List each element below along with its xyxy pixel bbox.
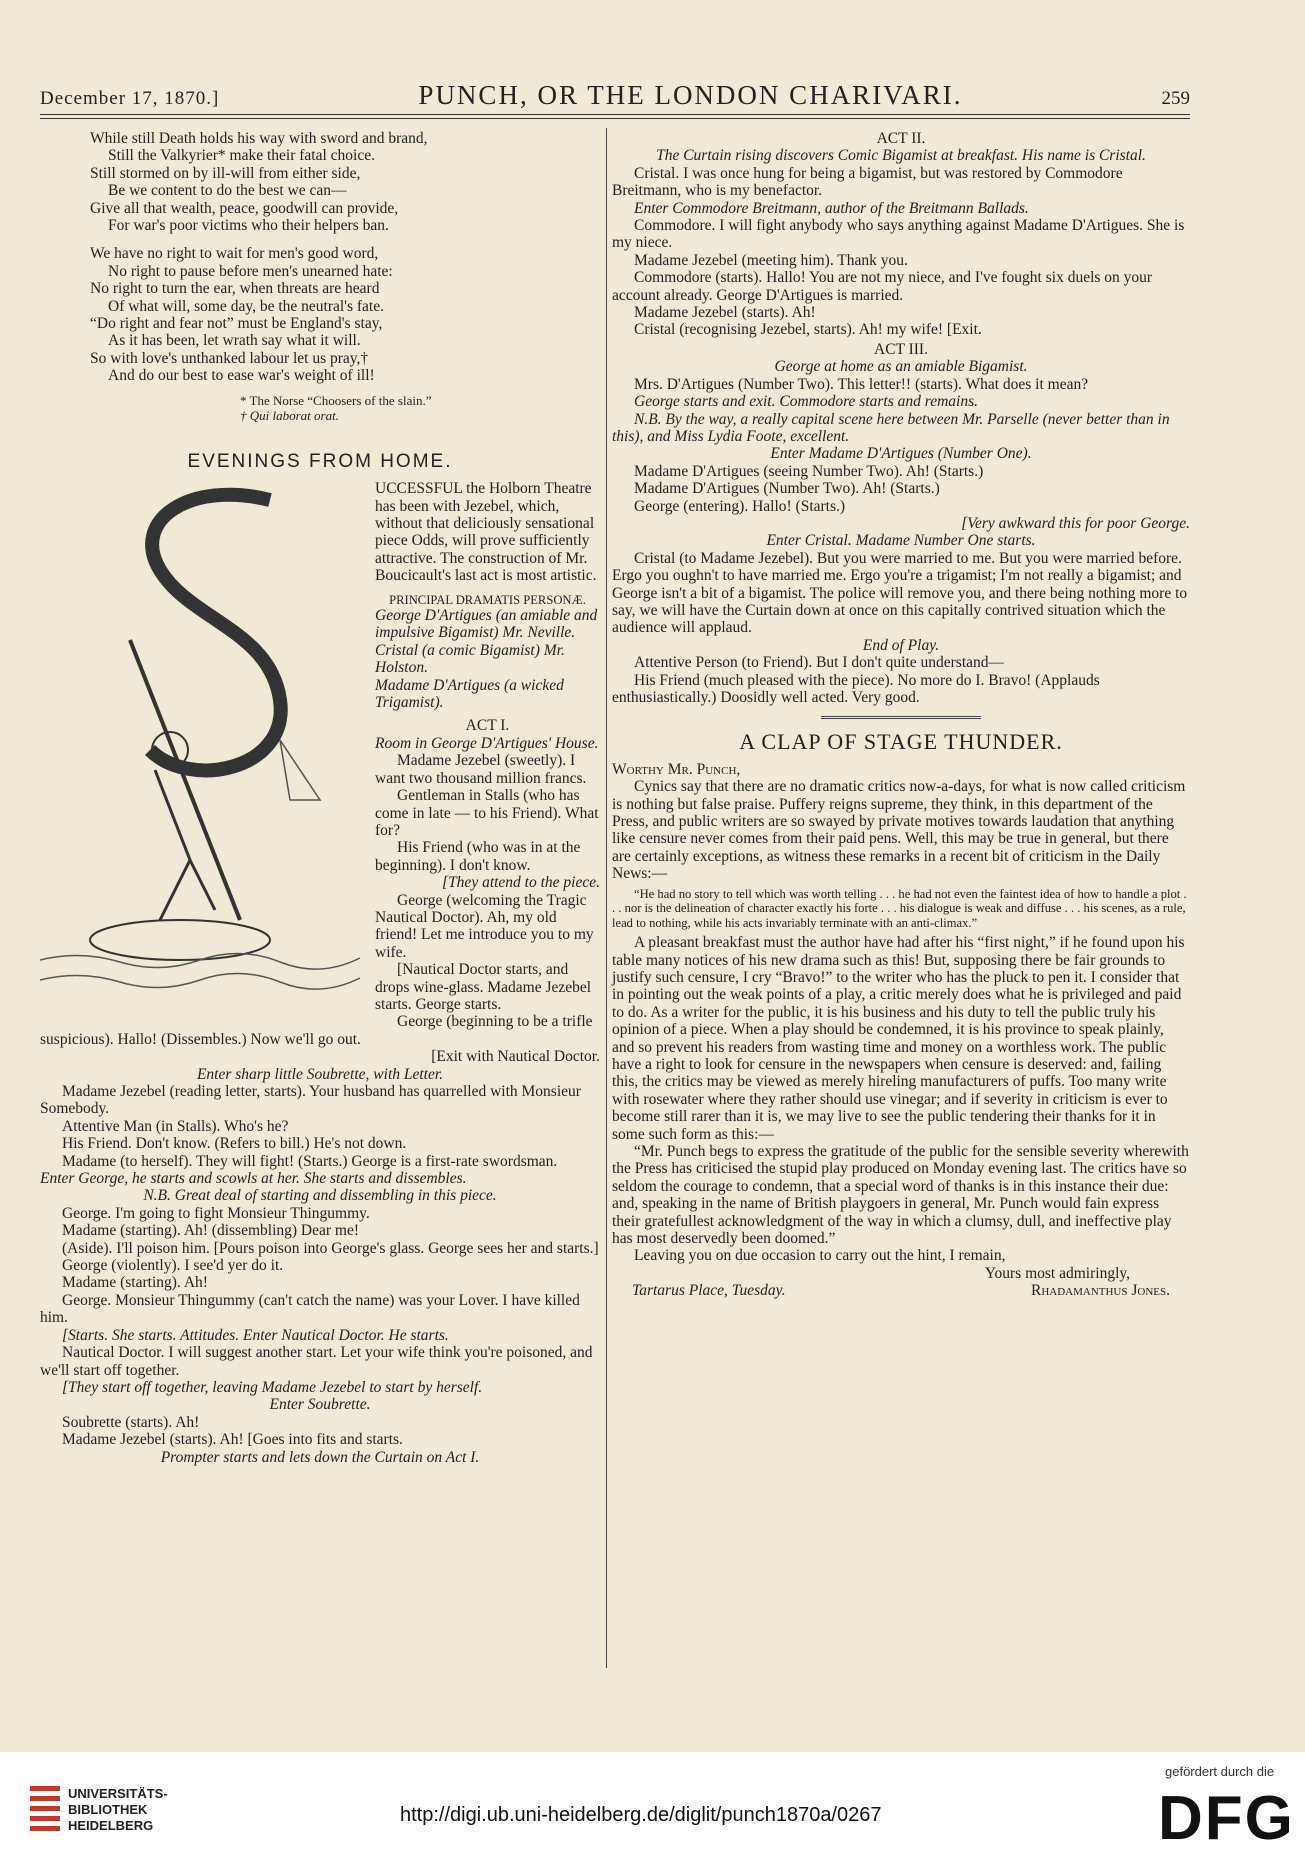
- stage-line: Madame (starting). Ah!: [62, 1274, 208, 1292]
- institution-line: HEIDELBERG: [68, 1818, 154, 1833]
- poem-line: Still stormed on by ill-will from either side,: [90, 164, 361, 182]
- stage-line: Enter George, he starts and scowls at her. She starts and dissembles.: [40, 1170, 467, 1188]
- stage-line: Madame (starting). Ah! (dissembling) Dear me!: [62, 1222, 359, 1240]
- section-divider: [821, 716, 981, 719]
- poem-line: No right to turn the ear, when threats are heard: [90, 280, 380, 298]
- stage-line: George (violently). I see'd yer do it.: [62, 1257, 284, 1275]
- stage-line: N.B. Great deal of starting and dissembling in this piece.: [143, 1187, 497, 1205]
- stage-line: George starts and exit. Commodore starts and remains.: [634, 393, 979, 411]
- poem-line: So with love's unthanked labour let us pray,†: [90, 349, 369, 367]
- article-paragraph: Leaving you on due occasion to carry out the hint, I remain,: [634, 1247, 1006, 1265]
- stage-line: Enter sharp little Soubrette, with Letter.: [196, 1065, 444, 1083]
- waves: [40, 954, 360, 970]
- stage-line: End of Play.: [862, 636, 940, 654]
- article-paragraph: “Mr. Punch begs to express the gratitude of the public for the sensible severity wherewith the Press has criticised the stupid play produced on Monday evening last. The critics have so seldom the courage to condemn, that a special word of thanks is in this instance their due: and, speaking in the name of British playgoers in general, Mr. Punch would fain express their gratefullest acknowledgment of the way in which a clumsy, dull, and ineffective play has most deservedly been doomed.”: [612, 1143, 1189, 1248]
- poem-line: For war's poor victims who their helpers ban.: [108, 217, 389, 235]
- stage-line: [Starts. She starts. Attitudes. Enter Nautical Doctor. He starts.: [62, 1326, 449, 1344]
- stage-line: Madame D'Artigues (seeing Number Two). Ah! (Starts.): [634, 462, 984, 480]
- poem-line: As it has been, let wrath say what it will.: [108, 332, 361, 350]
- institution-name: [68, 1786, 168, 1834]
- stage-line: His Friend (who was in at the beginning). I don't know.: [375, 839, 581, 874]
- stage-line: The Curtain rising discovers Comic Bigamist at breakfast. His name is Cristal.: [656, 147, 1146, 165]
- stage-line: Enter Cristal. Madame Number One starts.: [766, 532, 1036, 550]
- act-title: ACT III.: [874, 340, 928, 358]
- stage-line: Madame (to herself). They will fight! (Starts.) George is a first-rate swordsman.: [62, 1152, 558, 1170]
- stage-line: Madame Jezebel (meeting him). Thank you.: [634, 251, 908, 269]
- stage-line: Soubrette (starts). Ah!: [62, 1413, 200, 1431]
- distant-ship: [280, 740, 320, 800]
- header-rule-2: [40, 118, 1190, 119]
- article-quote: “He had no story to tell which was worth telling . . . he had not even the faintest idea of how to handle a plot . . . nor is the delineation of character exactly his forte . . . his dialogue is weak and diffuse . . . his scenes, as a rule, lead to nothing, while his acts invariably terminate with an anti-climax.”: [612, 886, 1187, 930]
- poem-line: And do our best to ease war's weight of ill!: [108, 367, 375, 385]
- act-title: ACT I.: [465, 717, 510, 735]
- stage-line: Madame D'Artigues (Number Two). Ah! (Starts.): [634, 480, 940, 498]
- stage-line: Commodore (starts). Hallo! You are not my niece, and I've fought six duels on your account already. George D'Artigues is married.: [612, 269, 1153, 304]
- stage-line: [They attend to the piece.: [442, 874, 600, 892]
- institution-line: UNIVERSITÄTS-: [68, 1786, 168, 1801]
- funded-by-label: gefördert durch die: [1165, 1764, 1275, 1779]
- signature: Rhadamanthus Jones.: [1030, 1282, 1170, 1300]
- harpoon-pole: [130, 640, 240, 920]
- stage-line: George at home as an amiable Bigamist.: [774, 358, 1028, 376]
- salutation: Worthy Mr. Punch,: [612, 760, 741, 778]
- stage-line: His Friend (much pleased with the piece). No more do I. Bravo! (Applauds enthusiastically.) Doosidly well acted. Very good.: [612, 671, 1100, 706]
- stage-line: His Friend. Don't know. (Refers to bill.) He's not down.: [62, 1135, 407, 1153]
- stage-line: [They start off together, leaving Madame Jezebel to start by herself.: [62, 1378, 483, 1396]
- stage-line: George (welcoming the Tragic Nautical Doctor). Ah, my old friend! Let me introduce you to my wife.: [375, 891, 594, 961]
- stage-line: Nautical Doctor. I will suggest another start. Let your wife think you're poisoned, and we'll start off together.: [40, 1344, 593, 1379]
- closing: Yours most admiringly,: [984, 1264, 1130, 1282]
- stage-line: George. Monsieur Thingummy (can't catch the name) was your Lover. I have killed him.: [40, 1291, 580, 1327]
- poem-line: “Do right and fear not” must be England's stay,: [90, 315, 383, 333]
- persona: George D'Artigues (an amiable and impulsive Bigamist) Mr. Neville.: [375, 607, 598, 642]
- stage-line: Mrs. D'Artigues (Number Two). This letter!! (starts). What does it mean?: [634, 375, 1089, 393]
- digitization-footer: [0, 1752, 1305, 1873]
- stage-line: [Very awkward this for poor George.: [961, 514, 1190, 532]
- act-title: ACT II.: [876, 130, 926, 147]
- stage-line: George (beginning to be a trifle suspicious). Hallo! (Dissembles.) Now we'll go out.: [40, 1013, 593, 1048]
- stage-line: Cristal (to Madame Jezebel). But you were married to me. But you were married before. Ergo you oughn't to have married me. Ergo you're a trigamist; I'm not really a bigamist; and George isn't a bit of a bigamist. The police will remove you, and there being nothing more to say, we will have the Curtain down at once on this capitally contrived situation which the audience will applaud.: [612, 549, 1188, 637]
- stage-line: [Nautical Doctor starts, and drops wine-glass. Madame Jezebel starts. George starts.: [375, 961, 592, 1013]
- poem: [40, 130, 600, 423]
- source-url-link[interactable]: http://digi.ub.uni-heidelberg.de/diglit/punch1870a/0267: [400, 1804, 882, 1826]
- poem-line: No right to pause before men's unearned hate:: [108, 262, 393, 280]
- waves: [40, 974, 360, 990]
- stage-line: N.B. By the way, a really capital scene here between Mr. Parselle (never better than in this), and Miss Lydia Foote, excellent.: [612, 410, 1170, 445]
- stage-line: Commodore. I will fight anybody who says anything against Madame D'Artigues. She is my niece.: [612, 217, 1185, 252]
- poem-line: Be we content to do the best we can—: [108, 182, 347, 200]
- personae-title: PRINCIPAL DRAMATIS PERSONÆ.: [389, 592, 586, 607]
- place-date: Tartarus Place, Tuesday.: [632, 1282, 786, 1300]
- illustration-s-initial: [40, 480, 365, 1020]
- header-rule: [40, 114, 1190, 115]
- column-divider: [606, 128, 607, 1668]
- left-column: [40, 130, 600, 1466]
- article-paragraph: A pleasant breakfast must the author have had after his “first night,” if he found upon his table many notices of his new drama such as this! But, supposing there be fair grounds to justify such censure, I cry “Bravo!” to the writer who has the pluck to pen it. I consider that in pointing out the weak points of a play, a critic merely does what he is privileged and paid to do. As a writer for the public, it is his business and his duty to tell the public truly his opinion of a piece. When a play should be condemned, it is his province to speak plainly, and so prevent his readers from wasting time and money on a worthless work. The public have a right to look for censure in the newspapers when censure is deserved: and, failing this, the critics may be viewed as merely hireling manufacturers of puffs. Too many write with rosewater where they rather should use vinegar; and if severity in criticism is ever to become still rarer than it is, we may live to see the public tendering their thanks for it in some such form as this:—: [612, 934, 1185, 1143]
- stage-line: Cristal. I was once hung for being a bigamist, but was restored by Commodore Breitmann, who is my benefactor.: [612, 164, 1123, 200]
- poem-line: Give all that wealth, peace, goodwill can provide,: [90, 199, 399, 217]
- stage-line: Prompter starts and lets down the Curtain on Act I.: [160, 1448, 480, 1466]
- article-paragraph: Cynics say that there are no dramatic critics now-a-days, for what is now called criticism is nothing but false praise. Puffery reigns supreme, they think, in this department of the Press, and public writers are so swayed by private motives towards laudation that anything like censure never comes from their paid pens. Well, this may be true in general, but there are certainly exceptions, as witness these remarks in a recent bit of criticism in the Daily News:—: [612, 778, 1186, 883]
- stage-line: Madame Jezebel (starts). Ah! [Goes into fits and starts.: [62, 1431, 403, 1449]
- stage-line: Enter Soubrette.: [269, 1396, 371, 1414]
- poem-line: Of what will, some day, be the neutral's fate.: [108, 297, 384, 315]
- persona: Madame D'Artigues (a wicked Trigamist).: [375, 676, 564, 712]
- stage-line: Madame Jezebel (sweetly). I want two thousand million francs.: [375, 752, 587, 787]
- stage-line: Attentive Man (in Stalls). Who's he?: [62, 1117, 289, 1135]
- article-title: A CLAP OF STAGE THUNDER.: [739, 729, 1063, 755]
- issue-date: December 17, 1870.]: [40, 88, 220, 109]
- stage-line: George. I'm going to fight Monsieur Thingummy.: [62, 1204, 370, 1222]
- stage-line: [Exit with Nautical Doctor.: [431, 1048, 600, 1066]
- page-header: [40, 80, 1190, 114]
- stage-line: Gentleman in Stalls (who has come in late — to his Friend). What for?: [375, 787, 599, 839]
- poem-line: We have no right to wait for men's good word,: [90, 245, 379, 263]
- institution-line: BIBLIOTHEK: [68, 1802, 148, 1817]
- right-column: [612, 130, 1190, 1300]
- masthead: PUNCH, OR THE LONDON CHARIVARI.: [418, 80, 963, 110]
- evenings-intro: UCCESSFUL the Holborn Theatre has been with Jezebel, which, without that deliciously sensational piece Odds, will prove sufficiently attractive. The construction of Mr. Boucicault's last act is most artistic.: [375, 480, 597, 585]
- stage-line: Enter Madame D'Artigues (Number One).: [770, 445, 1032, 463]
- stage-line: Enter Commodore Breitmann, author of the Breitmann Ballads.: [634, 199, 1029, 217]
- persona: Cristal (a comic Bigamist) Mr. Holston.: [375, 641, 565, 677]
- section-title: EVENINGS FROM HOME.: [187, 450, 453, 472]
- signature-line: [612, 1282, 1190, 1299]
- footnote: * The Norse “Choosers of the slain.”: [240, 392, 432, 408]
- poem-line: While still Death holds his way with sword and brand,: [90, 130, 428, 147]
- dfg-logo: DFG: [1158, 1784, 1295, 1853]
- figure-body: [155, 770, 215, 920]
- library-logo-icon: [26, 1780, 66, 1850]
- stage-line: Attentive Person (to Friend). But I don't quite understand—: [634, 654, 1005, 672]
- stage-line: Room in George D'Artigues' House.: [375, 734, 599, 752]
- stage-line: Madame Jezebel (reading letter, starts). Your husband has quarrelled with Monsieur Somebody.: [40, 1083, 581, 1118]
- initial-s-letter: [150, 495, 281, 771]
- stage-line: Cristal (recognising Jezebel, starts). Ah! my wife! [Exit.: [634, 321, 982, 339]
- stage-line: George (entering). Hallo! (Starts.): [634, 497, 846, 515]
- stage-line: Madame Jezebel (starts). Ah!: [634, 304, 816, 322]
- stage-line: (Aside). I'll poison him. [Pours poison into George's glass. George sees her and starts.]: [62, 1239, 599, 1257]
- poem-footnotes: [40, 393, 600, 423]
- footnote: † Qui laborat orat.: [240, 407, 339, 423]
- page-number: 259: [1161, 88, 1190, 109]
- poem-line: Still the Valkyrier* make their fatal choice.: [108, 147, 375, 165]
